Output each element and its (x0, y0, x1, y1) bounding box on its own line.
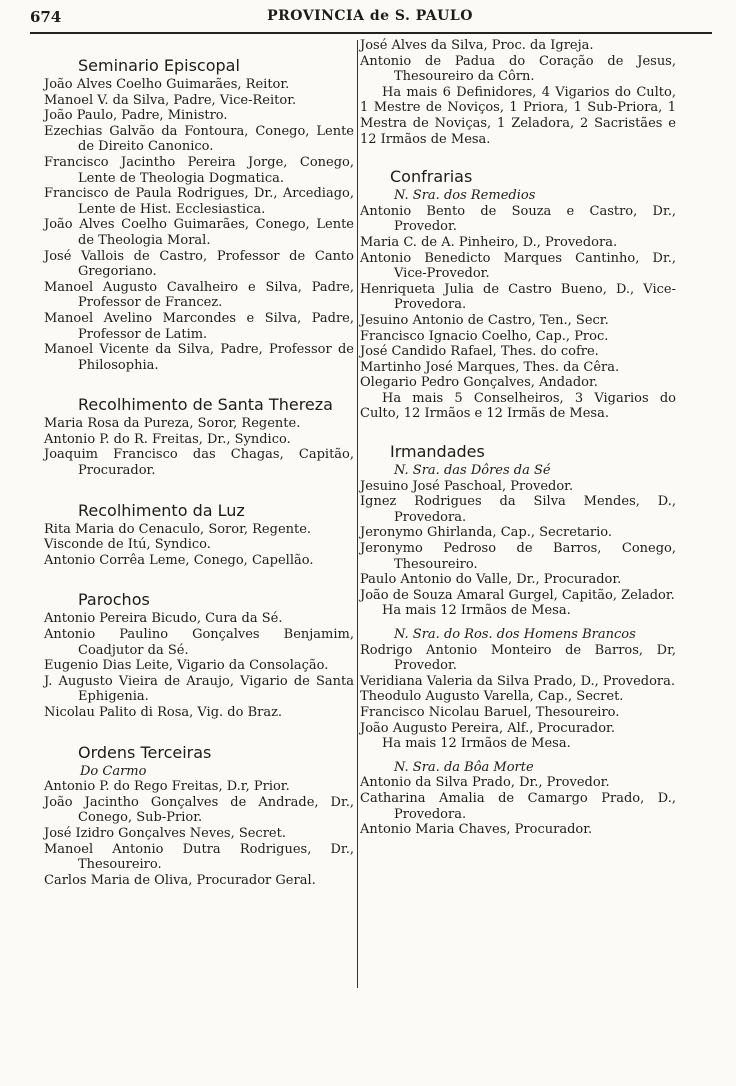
entry: José Vallois de Castro, Professor de Canto Gregoriano. (44, 248, 354, 280)
entry: Francisco Nicolau Baruel, Thesoureiro. (360, 704, 620, 720)
section-heading: Confrarias (390, 167, 473, 187)
left-column (44, 38, 354, 888)
section-heading: Recolhimento da Luz (78, 500, 245, 520)
entry: Visconde de Itú, Syndico. (44, 537, 211, 553)
entry: Jeronymo Pedroso de Barros, Conego, Thesoureiro. (360, 541, 676, 572)
note-paragraph: Ha mais 6 Definidores, 4 Vigarios do Culto, 1 Mestre de Noviços, 1 Priora, 1 Sub-Priora, 1 Mestra de Noviças, 1 Zeladora, 2 Sacristães e 12 Irmãos de Mesa. (360, 84, 676, 147)
entry: Maria Rosa da Pureza, Soror, Regente. (44, 416, 301, 432)
entry: Francisco Ignacio Coelho, Cap., Proc. (360, 328, 609, 344)
entry: Maria C. de A. Pinheiro, D., Provedora. (360, 234, 618, 250)
section-heading: Seminario Episcopal (78, 56, 240, 75)
entry: Eugenio Dias Leite, Vigario da Consolação. (44, 658, 329, 674)
entry: Antonio Benedicto Marques Cantinho, Dr., Vice-Provedor. (360, 250, 676, 282)
subheading: N. Sra. dos Remedios (394, 188, 536, 204)
entry: Antonio Bento de Souza e Castro, Dr., Provedor. (360, 203, 676, 235)
entry: Rodrigo Antonio Monteiro de Barros, Dr, Provedor. (360, 642, 676, 674)
entry: Manoel Vicente da Silva, Padre, Professor de Philosophia. (44, 342, 354, 373)
subheading: N. Sra. da Bôa Morte (394, 759, 534, 775)
entry: Rita Maria do Cenaculo, Soror, Regente. (44, 521, 312, 537)
entry: Manoel Avelino Marcondes e Silva, Padre, Professor de Latim. (44, 310, 354, 342)
entry: Manoel Antonio Dutra Rodrigues, Dr., Thesoureiro. (44, 841, 354, 873)
entry: João Augusto Pereira, Alf., Procurador. (360, 720, 615, 736)
page-header (30, 4, 710, 34)
entry: Antonio P. do Rego Freitas, D.r, Prior. (44, 779, 290, 795)
entry: João Paulo, Padre, Ministro. (44, 108, 228, 124)
entry: Carlos Maria de Oliva, Procurador Geral. (44, 872, 316, 888)
entry: Antonio P. do R. Freitas, Dr., Syndico. (44, 431, 291, 447)
entry: Ezechias Galvão da Fontoura, Conego, Lente de Direito Canonico. (44, 123, 354, 155)
subheading: N. Sra. do Ros. dos Homens Brancos (394, 627, 636, 642)
note-paragraph: Ha mais 12 Irmãos de Mesa. (382, 736, 571, 752)
entry: Antonio Maria Chaves, Procurador. (360, 822, 593, 838)
entry: Manoel Augusto Cavalheiro e Silva, Padre, Professor de Francez. (44, 279, 354, 311)
entry: Jesuino José Paschoal, Provedor. (360, 478, 574, 494)
entry: Martinho José Marques, Thes. da Cêra. (360, 359, 620, 375)
entry: J. Augusto Vieira de Araujo, Vigario de Santa Ephigenia. (44, 673, 354, 705)
section-heading: Parochos (78, 590, 150, 610)
header-rule (30, 32, 712, 34)
entry: João Alves Coelho Guimarães, Reitor. (44, 77, 290, 92)
entry: Henriqueta Julia de Castro Bueno, D., Vice-Provedora. (360, 281, 676, 313)
entry: João Alves Coelho Guimarães, Conego, Lente de Theologia Moral. (44, 217, 354, 248)
subheading: Do Carmo (80, 763, 147, 779)
entry: Jesuino Antonio de Castro, Ten., Secr. (360, 312, 609, 328)
page-number: 674 (30, 8, 62, 26)
entry: João Jacintho Gonçalves de Andrade, Dr., Conego, Sub-Prior. (44, 794, 354, 826)
entry: Joaquim Francisco das Chagas, Capitão, Procurador. (44, 447, 354, 479)
section-heading: Ordens Terceiras (78, 742, 212, 762)
column-divider (357, 40, 358, 988)
entry: Nicolau Palito di Rosa, Vig. do Braz. (44, 705, 283, 720)
section-heading: Irmandades (390, 442, 485, 462)
entry: Antonio Pereira Bicudo, Cura da Sé. (44, 611, 283, 627)
entry: Theodulo Augusto Varella, Cap., Secret. (360, 689, 624, 705)
entry: Antonio Paulino Gonçalves Benjamim, Coadjutor da Sé. (44, 627, 354, 658)
section-heading: Recolhimento de Santa Thereza (78, 395, 333, 415)
entry: Antonio de Padua do Coração de Jesus, Thesoureiro da Côrn. (360, 53, 676, 85)
entry: Catharina Amalia de Camargo Prado, D., Provedora. (360, 790, 676, 822)
entry: João de Souza Amaral Gurgel, Capitão, Zelador. (360, 587, 675, 603)
right-column (360, 38, 676, 838)
note-paragraph: Ha mais 12 Irmãos de Mesa. (382, 603, 571, 619)
subheading: N. Sra. das Dôres da Sé (394, 463, 551, 479)
entry: Francisco de Paula Rodrigues, Dr., Arcediago, Lente de Hist. Ecclesiastica. (44, 186, 354, 217)
entry: Paulo Antonio do Valle, Dr., Procurador. (360, 572, 622, 588)
entry: Manoel V. da Silva, Padre, Vice-Reitor. (44, 92, 297, 108)
entry: Antonio da Silva Prado, Dr., Provedor. (360, 775, 610, 791)
entry: José Izidro Gonçalves Neves, Secret. (44, 825, 286, 841)
running-title: PROVINCIA de S. PAULO (267, 8, 473, 24)
entry: Olegario Pedro Gonçalves, Andador. (360, 375, 598, 391)
entry: Veridiana Valeria da Silva Prado, D., Provedora. (360, 673, 676, 689)
entry: José Candido Rafael, Thes. do cofre. (360, 344, 599, 360)
entry: Jeronymo Ghirlanda, Cap., Secretario. (360, 525, 612, 541)
entry: Ignez Rodrigues da Silva Mendes, D., Provedora. (360, 494, 676, 525)
entry: Antonio Corrêa Leme, Conego, Capellão. (44, 552, 314, 568)
entry: Francisco Jacintho Pereira Jorge, Conego, Lente de Theologia Dogmatica. (44, 154, 354, 186)
note-paragraph: Ha mais 5 Conselheiros, 3 Vigarios do Culto, 12 Irmãos e 12 Irmãs de Mesa. (360, 390, 676, 422)
entry: José Alves da Silva, Proc. da Igreja. (360, 38, 594, 53)
